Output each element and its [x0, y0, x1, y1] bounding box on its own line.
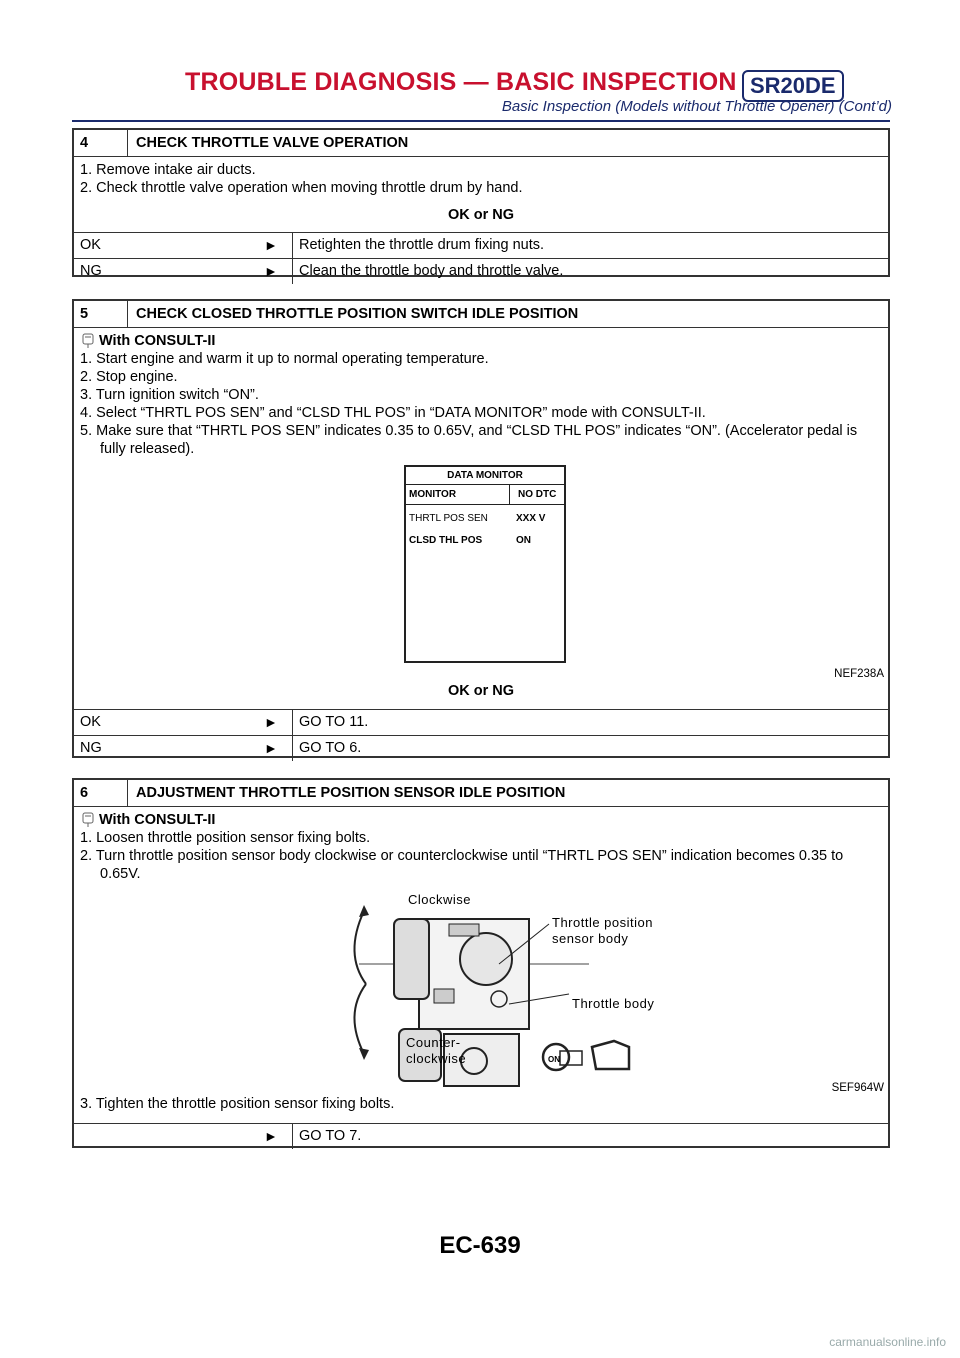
tps-body-label-line2: sensor body — [552, 931, 629, 946]
instruction-line: 2. Stop engine. — [80, 369, 178, 385]
arrow-icon: ► — [264, 237, 278, 253]
step-number: 5 — [74, 301, 128, 327]
instruction-line: fully released). — [100, 441, 195, 457]
instruction-line: 1. Remove intake air ducts. — [80, 162, 256, 178]
page-title: TROUBLE DIAGNOSIS — BASIC INSPECTION — [185, 68, 737, 96]
consult-label — [80, 811, 882, 829]
arrow-icon: ► — [264, 714, 278, 730]
result-row — [74, 709, 888, 735]
result-key: NG — [80, 263, 102, 279]
header-rule — [72, 120, 890, 122]
step-number: 6 — [74, 780, 128, 806]
engine-code-badge: SR20DE — [742, 70, 844, 102]
result-value: Retighten the throttle drum fixing nuts. — [292, 233, 889, 258]
instruction-line: 3. Tighten the throttle position sensor fixing bolts. — [80, 1096, 395, 1112]
result-row — [74, 1123, 888, 1149]
result-value: GO TO 6. — [292, 736, 889, 761]
counterclockwise-label — [406, 1035, 466, 1067]
engine-icon — [592, 1041, 629, 1069]
arrow-icon: ► — [264, 740, 278, 756]
result-row — [74, 232, 888, 258]
instruction-line: 5. Make sure that “THRTL POS SEN” indicates 0.35 to 0.65V, and “CLSD THL POS” indicates “ON”. (Accelerator pedal is — [80, 423, 858, 439]
on-label: ON — [548, 1055, 560, 1064]
step-title: ADJUSTMENT THROTTLE POSITION SENSOR IDLE POSITION — [136, 785, 566, 801]
step-title: CHECK THROTTLE VALVE OPERATION — [136, 135, 409, 151]
consult-text: With CONSULT-II — [99, 333, 216, 349]
arrow-icon: ► — [264, 263, 278, 279]
step-title: CHECK CLOSED THROTTLE POSITION SWITCH IDLE POSITION — [136, 306, 579, 322]
consult-label — [80, 332, 882, 350]
step-4-header — [74, 130, 888, 157]
page-number: EC-639 — [439, 1232, 521, 1259]
result-value: Clean the throttle body and throttle valve. — [292, 259, 889, 284]
screen-value: ON — [516, 535, 531, 546]
ok-ng-label: OK or NG — [447, 207, 515, 223]
result-row — [74, 735, 888, 761]
instruction-line: 1. Loosen throttle position sensor fixing bolts. — [80, 830, 371, 846]
instruction-line: 0.65V. — [100, 866, 141, 882]
counterclockwise-label-line2: clockwise — [406, 1051, 467, 1066]
consult-tool-icon — [80, 333, 96, 349]
result-key: NG — [80, 740, 102, 756]
consult-tool-icon — [80, 812, 96, 828]
step-6-header — [74, 780, 888, 807]
step-4-box — [72, 128, 890, 277]
result-row — [74, 258, 888, 284]
instruction-line: 3. Turn ignition switch “ON”. — [80, 387, 259, 403]
counterclockwise-label-line1: Counter- — [406, 1035, 461, 1050]
tps-body-label-line1: Throttle position — [552, 915, 653, 930]
instruction-line: 2. Check throttle valve operation when moving throttle drum by hand. — [80, 180, 523, 196]
data-monitor-screen — [404, 465, 566, 663]
figure-code: SEF964W — [831, 1082, 884, 1094]
screen-col-monitor: MONITOR — [409, 489, 457, 500]
page-subtitle: Basic Inspection (Models without Throttle Opener) (Cont’d) — [501, 98, 892, 115]
screen-title: DATA MONITOR — [406, 467, 564, 485]
screen-item: CLSD THL POS — [409, 535, 483, 546]
result-value: GO TO 11. — [292, 710, 889, 735]
instruction-line: 4. Select “THRTL POS SEN” and “CLSD THL POS” in “DATA MONITOR” mode with CONSULT-II. — [80, 405, 706, 421]
step-number: 4 — [74, 130, 128, 156]
step-6-box — [72, 778, 890, 1148]
result-key: OK — [80, 237, 101, 253]
arrow-icon: ► — [264, 1128, 278, 1144]
watermark: carmanualsonline.info — [829, 1335, 946, 1349]
screen-value: XXX V — [516, 513, 546, 524]
step-5-header — [74, 301, 888, 328]
ok-ng-label: OK or NG — [447, 683, 515, 699]
result-key: OK — [80, 714, 101, 730]
consult-text: With CONSULT-II — [99, 812, 216, 828]
figure-code: NEF238A — [834, 668, 884, 680]
rotation-arrow-icon — [354, 911, 366, 984]
screen-item: THRTL POS SEN — [409, 513, 488, 524]
step-5-box — [72, 299, 890, 758]
instruction-line: 1. Start engine and warm it up to normal operating temperature. — [80, 351, 489, 367]
clockwise-label: Clockwise — [408, 892, 472, 907]
throttle-body-label: Throttle body — [572, 996, 655, 1011]
result-value: GO TO 7. — [292, 1124, 889, 1149]
tps-body-label — [552, 915, 653, 947]
instruction-line: 2. Turn throttle position sensor body clockwise or counterclockwise until “THRTL POS SEN” indication becomes 0.35 to — [80, 848, 844, 864]
screen-col-nodtc: NO DTC — [509, 485, 556, 504]
